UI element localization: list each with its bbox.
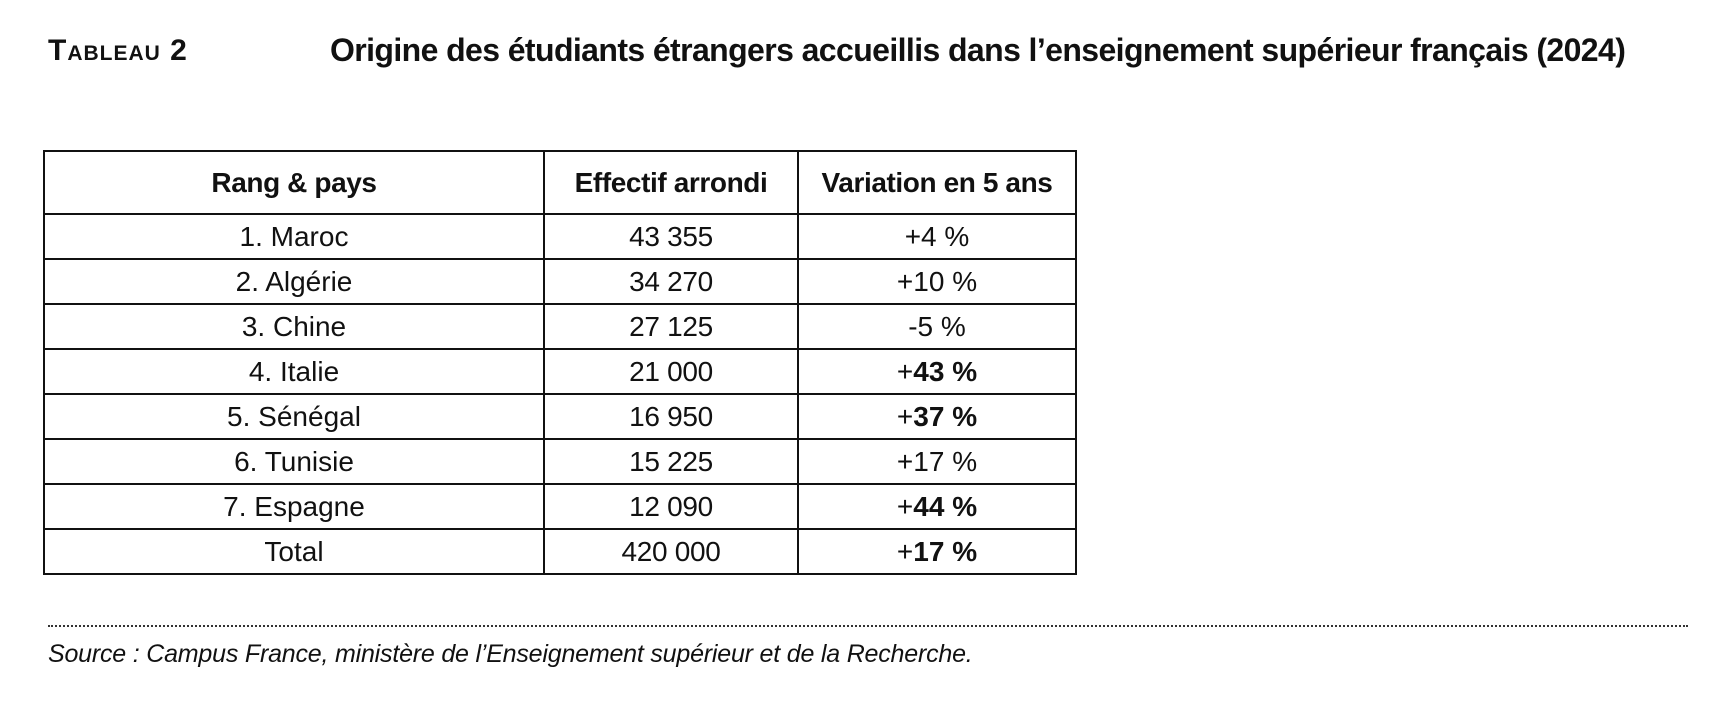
variation-sign: + bbox=[896, 355, 914, 387]
count-cell: 43 355 bbox=[544, 214, 798, 259]
variation-value: 43 % bbox=[913, 355, 978, 387]
variation-sign: + bbox=[896, 445, 914, 477]
variation-cell bbox=[798, 484, 1076, 529]
table-row bbox=[44, 304, 1076, 349]
count-cell: 34 270 bbox=[544, 259, 798, 304]
variation-cell bbox=[798, 439, 1076, 484]
variation-sign: + bbox=[896, 265, 914, 297]
table-number-label: Tableau 2 bbox=[48, 34, 188, 67]
count-cell: 12 090 bbox=[544, 484, 798, 529]
total-label-cell: Total bbox=[44, 529, 544, 574]
country-cell: 5. Sénégal bbox=[44, 394, 544, 439]
variation-value: 4 % bbox=[921, 220, 970, 252]
variation-value: 5 % bbox=[917, 310, 966, 342]
variation-value: 44 % bbox=[913, 490, 978, 522]
total-variation-cell bbox=[798, 529, 1076, 574]
total-count-cell: 420 000 bbox=[544, 529, 798, 574]
variation-value: 37 % bbox=[913, 400, 978, 432]
variation-sign: + bbox=[896, 490, 914, 522]
country-cell: 3. Chine bbox=[44, 304, 544, 349]
table-title: Origine des étudiants étrangers accueillis dans l’enseignement supérieur français (2024) bbox=[330, 32, 1626, 68]
table-row bbox=[44, 214, 1076, 259]
country-cell: 6. Tunisie bbox=[44, 439, 544, 484]
col-header-variation: Variation en 5 ans bbox=[798, 151, 1076, 214]
table-row bbox=[44, 259, 1076, 304]
variation-value: 10 % bbox=[913, 265, 978, 297]
variation-cell bbox=[798, 304, 1076, 349]
total-row bbox=[44, 529, 1076, 574]
country-cell: 4. Italie bbox=[44, 349, 544, 394]
dotted-divider bbox=[48, 625, 1688, 627]
variation-sign: + bbox=[904, 220, 922, 252]
count-cell: 27 125 bbox=[544, 304, 798, 349]
table-row bbox=[44, 394, 1076, 439]
variation-cell bbox=[798, 349, 1076, 394]
col-header-country: Rang & pays bbox=[44, 151, 544, 214]
variation-cell bbox=[798, 394, 1076, 439]
table-row bbox=[44, 349, 1076, 394]
country-cell: 1. Maroc bbox=[44, 214, 544, 259]
country-cell: 7. Espagne bbox=[44, 484, 544, 529]
header-row bbox=[44, 151, 1076, 214]
variation-value: 17 % bbox=[913, 535, 978, 567]
variation-sign: + bbox=[896, 535, 914, 567]
count-cell: 21 000 bbox=[544, 349, 798, 394]
variation-value: 17 % bbox=[913, 445, 978, 477]
variation-sign: + bbox=[896, 400, 914, 432]
table-row bbox=[44, 484, 1076, 529]
count-cell: 16 950 bbox=[544, 394, 798, 439]
table-row bbox=[44, 439, 1076, 484]
variation-cell bbox=[798, 259, 1076, 304]
data-table bbox=[43, 150, 1077, 575]
source-note: Source : Campus France, ministère de l’Enseignement supérieur et de la Recherche. bbox=[48, 640, 973, 668]
variation-cell bbox=[798, 214, 1076, 259]
variation-sign: - bbox=[908, 310, 918, 342]
count-cell: 15 225 bbox=[544, 439, 798, 484]
col-header-count: Effectif arrondi bbox=[544, 151, 798, 214]
country-cell: 2. Algérie bbox=[44, 259, 544, 304]
